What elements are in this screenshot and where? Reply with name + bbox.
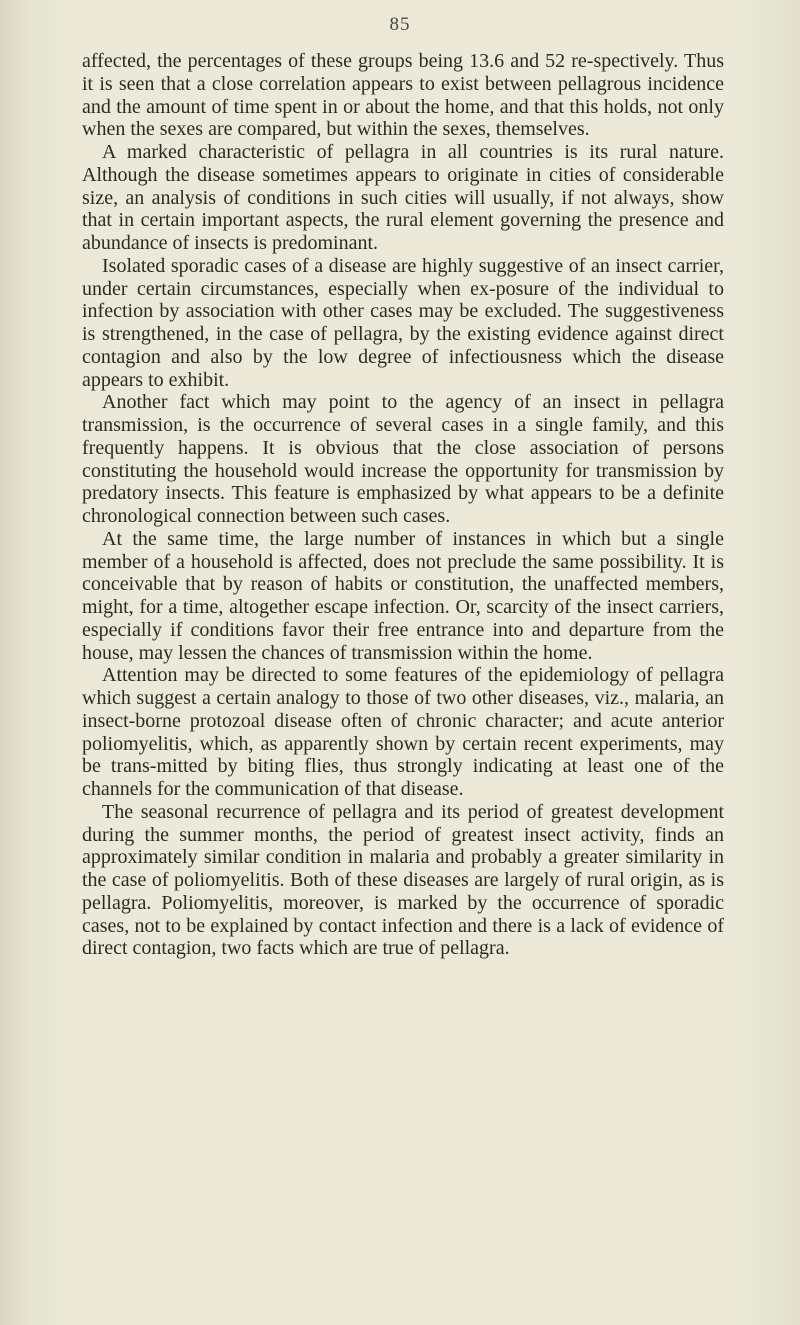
body-text xyxy=(82,50,724,960)
paragraph-1: affected, the percentages of these groups being 13.6 and 52 re-spectively. Thus it is seen that a close correlation appears to exist between pellagrous incidence and the amount of time spent in or about the home, and that this holds, not only when the sexes are compared, but within the sexes, themselves. xyxy=(82,50,724,141)
paragraph-2: A marked characteristic of pellagra in all countries is its rural nature. Although the disease sometimes appears to originate in cities of considerable size, an analysis of conditions in such cities will usually, if not always, show that in certain important aspects, the rural element governing the presence and abundance of insects is predominant. xyxy=(82,141,724,254)
page-number: 85 xyxy=(389,14,411,35)
paragraph-5: At the same time, the large number of instances in which but a single member of a household is affected, does not preclude the same possibility. It is conceivable that by reason of habits or constitution, the unaffected members, might, for a time, altogether escape infection. Or, scarcity of the insect carriers, especially if conditions favor their free entrance into and departure from the house, may lessen the chances of transmission within the home. xyxy=(82,527,724,664)
paragraph-7: The seasonal recurrence of pellagra and its period of greatest development during the summer months, the period of greatest insect activity, finds an approximately similar condition in malaria and probably a greater similarity in the case of poliomyelitis. Both of these diseases are largely of rural origin, as is pellagra. Poliomyelitis, moreover, is marked by the occurrence of sporadic cases, not to be explained by contact infection and there is a lack of evidence of direct contagion, two facts which are true of pellagra. xyxy=(82,800,724,960)
paragraph-6: Attention may be directed to some features of the epidemiology of pellagra which suggest a certain analogy to those of two other diseases, viz., malaria, an insect-borne protozoal disease often of chronic character; and acute anterior poliomyelitis, which, as apparently shown by certain recent experiments, may be trans-mitted by biting flies, thus strongly indicating at least one of the channels for the communication of that disease. xyxy=(82,664,724,800)
paragraph-4: Another fact which may point to the agency of an insect in pellagra transmission, is the occurrence of several cases in a single family, and this frequently happens. It is obvious that the close association of persons constituting the household would increase the opportunity for transmission by predatory insects. This feature is emphasized by what appears to be a definite chronological connection between such cases. xyxy=(82,391,724,527)
paragraph-3: Isolated sporadic cases of a disease are highly suggestive of an insect carrier, under certain circumstances, especially when ex-posure of the individual to infection by association with other cases may be excluded. The suggestiveness is strengthened, in the case of pellagra, by the existing evidence against direct contagion and also by the low degree of infectiousness which the disease appears to exhibit. xyxy=(82,254,724,391)
